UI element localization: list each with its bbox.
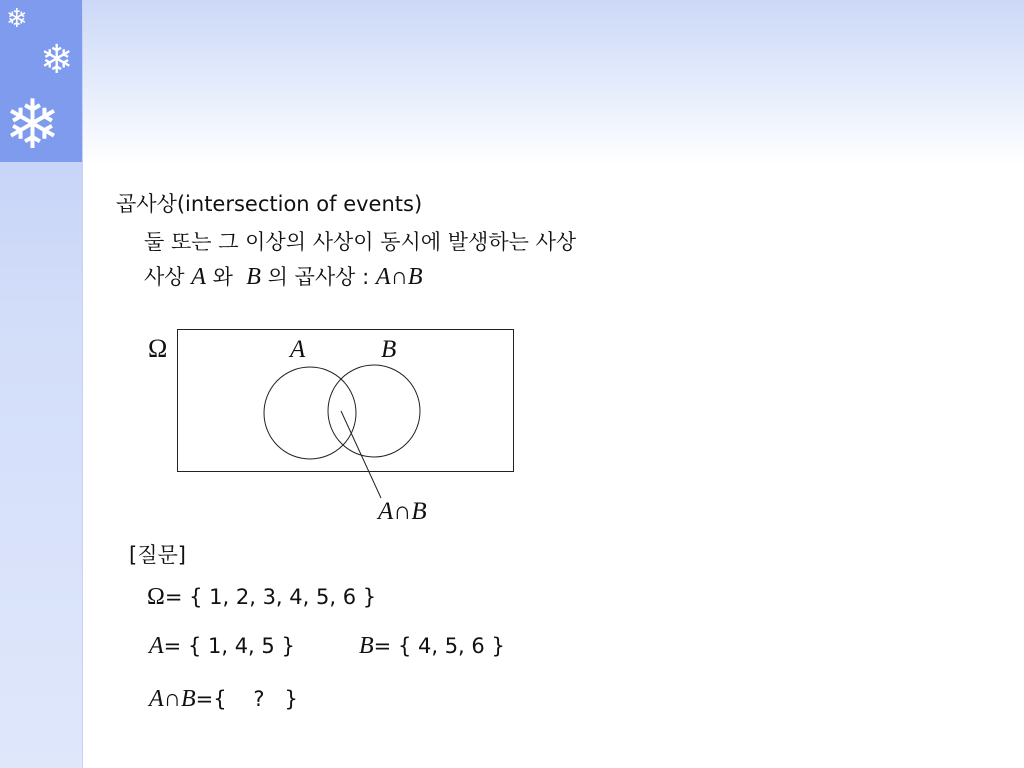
b-equation <box>359 633 505 660</box>
diagram-label-a: A <box>290 336 306 363</box>
intersection-equation <box>149 686 298 713</box>
snowflake-icon: ❄ <box>4 86 61 165</box>
notation-conj: 와 <box>212 265 233 289</box>
b-set-values: = { 4, 5, 6 } <box>373 634 505 658</box>
b-symbol: B <box>359 633 374 659</box>
a-equation <box>149 633 295 660</box>
intersection-label: A∩B <box>378 498 427 525</box>
diagram-label-b: B <box>381 336 397 363</box>
intersection-pointer-line <box>341 411 381 498</box>
snowflake-icon: ❄ <box>6 4 28 34</box>
set-b-circle <box>328 365 420 457</box>
omega-set-values: = { 1, 2, 3, 4, 5, 6 } <box>164 585 377 609</box>
notation-middle: 의 곱사상 : <box>267 265 370 289</box>
notation-prefix: 사상 <box>144 265 185 289</box>
snowflake-icon: ❄ <box>40 37 74 83</box>
a-set-values: = { 1, 4, 5 } <box>163 634 295 658</box>
set-a-symbol: A <box>191 264 206 290</box>
slide-heading: 곱사상(intersection of events) <box>116 192 423 216</box>
omega-symbol: Ω <box>147 584 165 610</box>
omega-equation <box>147 584 376 611</box>
definition-text: 둘 또는 그 이상의 사상이 동시에 발생하는 사상 <box>144 230 577 254</box>
omega-label: Ω <box>148 334 168 363</box>
ab-symbol: A∩B <box>149 686 196 712</box>
set-b-symbol: B <box>246 264 261 290</box>
intersection-symbol: A∩B <box>375 264 423 290</box>
question-label: [질문] <box>129 543 186 567</box>
ab-set-values: ={ ? } <box>195 687 298 711</box>
universal-set-box <box>178 330 514 472</box>
a-symbol: A <box>149 633 164 659</box>
